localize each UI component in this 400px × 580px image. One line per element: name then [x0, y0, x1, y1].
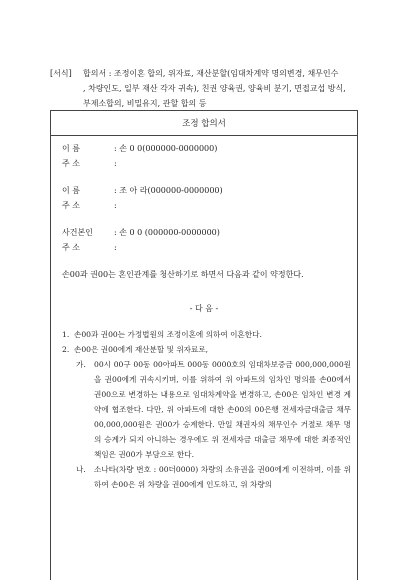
document-title: 조정 합의서	[182, 119, 226, 129]
party-label: 주 소	[62, 159, 80, 168]
party-value: :	[114, 201, 117, 210]
party-2	[62, 183, 223, 213]
header-label: [서식]	[50, 69, 72, 78]
party-value: : 조 아 라(000000-0000000)	[114, 186, 223, 195]
party-label: 주 소	[62, 243, 80, 252]
agreement-box	[50, 110, 358, 580]
party-label: 사건본인	[62, 228, 93, 237]
form-header	[50, 66, 375, 111]
sub-item	[62, 357, 351, 462]
header-line: 부제소합의, 비밀유지, 관할 합의 등	[83, 99, 207, 108]
party-label: 이 름	[62, 186, 80, 195]
party-label: 이 름	[62, 144, 80, 153]
item-number: 1.	[62, 330, 70, 339]
intro-statement: 손00과 권00는 혼인관계를 청산하기로 하면서 다음과 같이 약정한다.	[62, 270, 304, 279]
item-text: 손00은 권00에게 재산분할 및 위자료로,	[74, 345, 209, 354]
sub-item	[62, 462, 351, 492]
party-value: : 손 0 0(000000-0000000)	[114, 144, 218, 153]
section-title: - 다 음 -	[189, 304, 219, 313]
items-list	[62, 327, 351, 492]
item-number: 2.	[62, 345, 70, 354]
party-label: 주 소	[62, 201, 80, 210]
item-text: 손00과 권00는 가정법원의 조정이혼에 의하여 이혼한다.	[74, 330, 262, 339]
header-line: 합의서 : 조정이혼 합의, 위자료, 재산분할(임대차계약 명의변경, 채무인수	[83, 69, 339, 78]
title-divider	[51, 135, 357, 136]
sub-item-number: 나.	[76, 465, 86, 474]
list-item	[62, 327, 351, 342]
sub-item-text: 소나타(차량 번호 : 00더0000) 차량의 소유권을 권00에게 이전하며, 이를 위하여 손00은 위 차량을 권00에게 인도하고, 위 차량의	[94, 465, 351, 489]
party-1	[62, 141, 217, 171]
party-value: : 손 0 0 (000000-0000000)	[114, 228, 220, 237]
header-line: , 차량인도, 일부 재산 각자 귀속), 친권 양육권, 양육비 분기, 면접교섭 방식,	[83, 84, 346, 93]
list-item	[62, 342, 351, 357]
party-3	[62, 225, 220, 255]
header-text	[83, 66, 375, 111]
party-value: :	[114, 243, 117, 252]
party-value: :	[114, 159, 117, 168]
sub-item-number: 가.	[76, 360, 86, 369]
header-row	[50, 66, 375, 111]
sub-item-text: 00시 00구 00동 00아파트 000동 0000호의 임대차보증금 000,000,000원을 권00에게 귀속시키며, 이를 위하여 위 아파트의 임차인 명의를 손00에서 권00으로 변경하는 내용으로 임대차계약을 변경하고, 손00은 임차인 변경 계약에 협조한다. 다만, 위 아파트에 대한 손00의 00은행 전세자금대출금 채무 00,000,000원은 권00가 승계한다. 만일 채권자의 채무인수 거절로 채무 명의 승계가 되지 아니하는 경우에도 위 전세자금 대출금 채무에 대한 최종적인 책임은 권00가 부담으로 한다.	[94, 360, 351, 459]
